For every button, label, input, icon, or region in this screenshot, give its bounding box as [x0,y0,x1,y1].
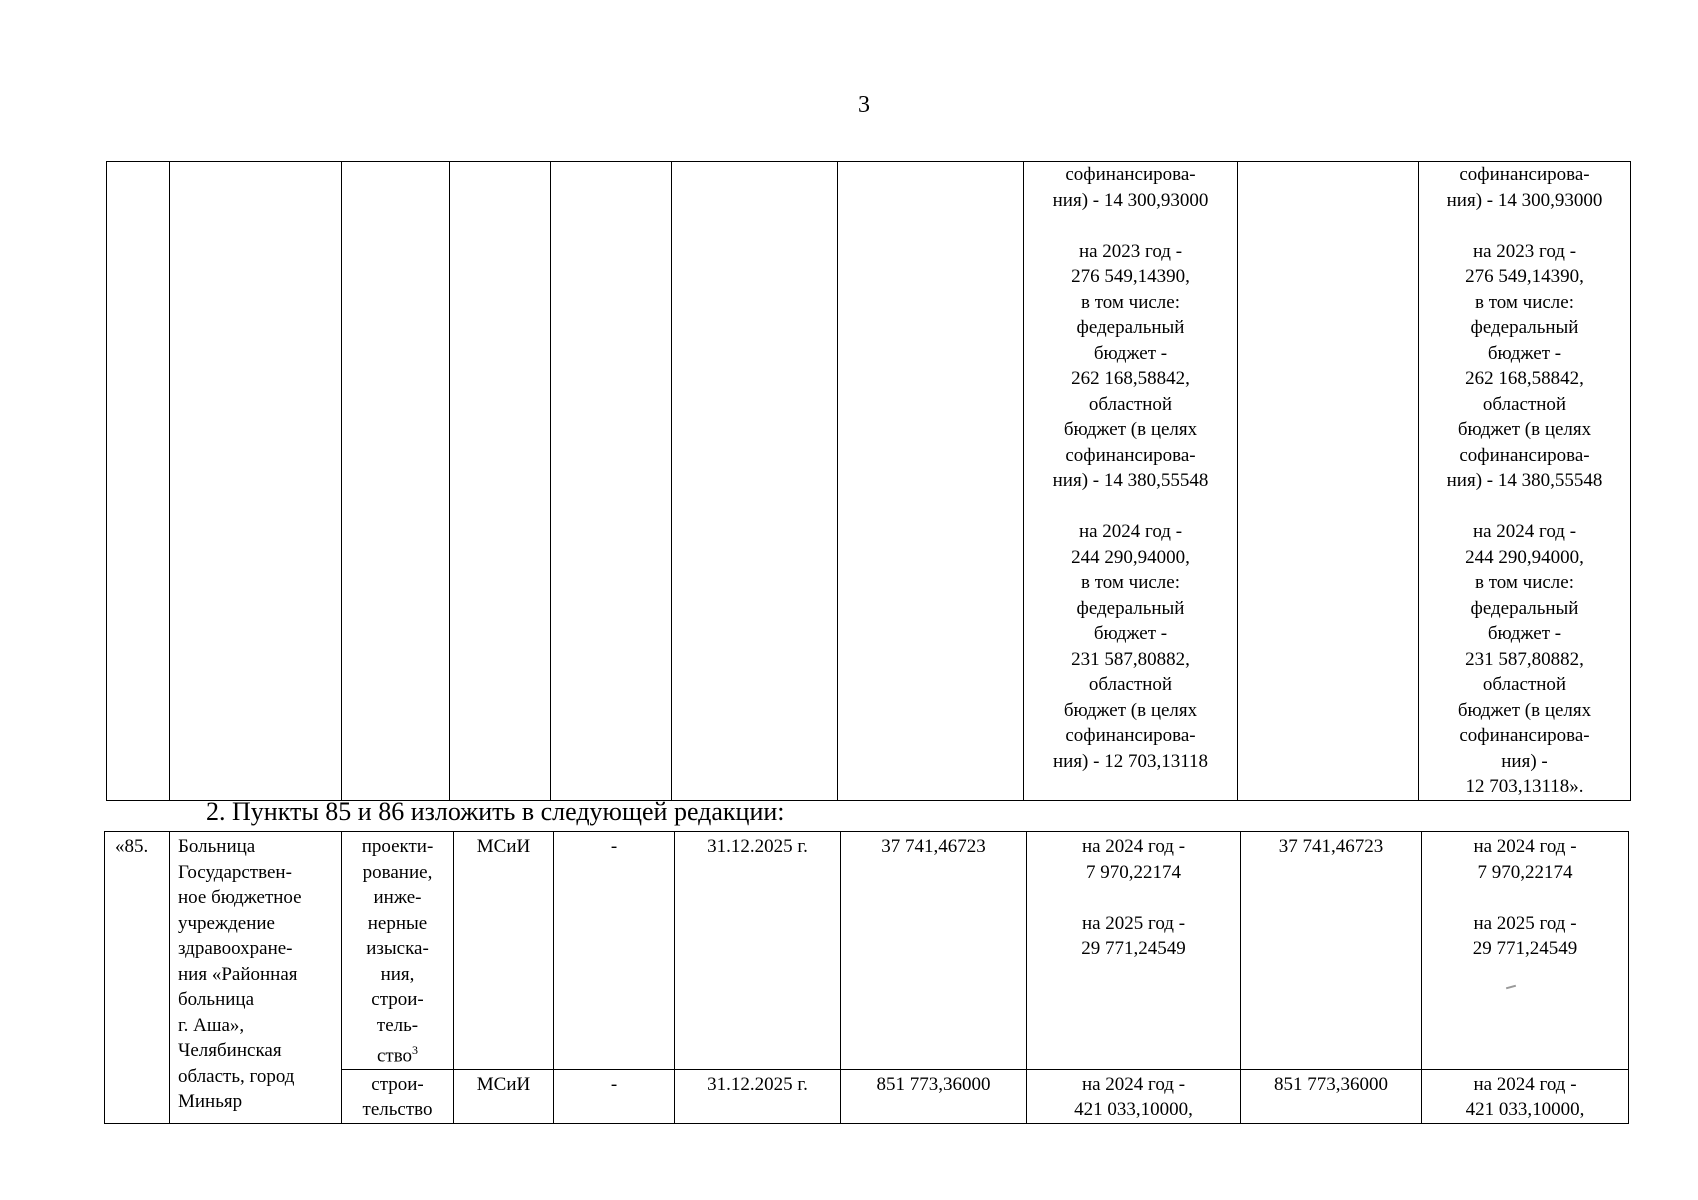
dash-cell: - [554,832,675,1070]
cell-empty [838,162,1024,801]
section-heading: 2. Пункты 85 и 86 изложить в следующей редакции: [206,797,785,826]
funding-cell: софинансирова- ния) - 14 300,93000 на 2023 год - 276 549,14390, в том числе: федеральный бюджет - 262 168,58842, областной бюджет (в целях софинансирова- ния) - 14 380,55548 на 2024 год - 244 290,94000, в том числе: федеральный бюджет - 231 587,80882, областной бюджет (в целях софинансирова- ния) - 12 703,13118». [1419,162,1631,801]
deadline: 31.12.2025 г. [675,1069,841,1123]
continued-table [106,161,1631,801]
item-number: «85. [105,832,170,1124]
page-number: 3 [858,92,870,118]
dash-cell: - [554,1069,675,1123]
funding-cell: на 2024 год - 7 970,22174 на 2025 год - 29 771,24549 [1027,832,1241,1070]
cell-empty [672,162,838,801]
cell-empty [450,162,551,801]
cell-empty [551,162,672,801]
funding-cell: на 2024 год - 421 033,10000, [1027,1069,1241,1123]
cost: 851 773,36000 [1241,1069,1422,1123]
cell-empty [342,162,450,801]
item-name: Больница Государствен- ное бюджетное учреждение здравоохране- ния «Районная больница г. Аша», Челябинская область, город Миньяр [170,832,342,1124]
work-type-text: проекти- рование, инже- нерные изыска- ния, строи- тель- ство [361,836,434,1067]
cost: 851 773,36000 [841,1069,1027,1123]
cost: 37 741,46723 [841,832,1027,1070]
customer: МСиИ [454,1069,554,1123]
work-type: строи- тельство [342,1069,454,1123]
cell-empty [107,162,170,801]
footnote-mark: 3 [412,1043,419,1057]
table-row [105,832,1629,1070]
table-row [107,162,1631,801]
work-type [342,832,454,1070]
cost: 37 741,46723 [1241,832,1422,1070]
items-table [104,831,1629,1124]
cell-empty [170,162,342,801]
funding-cell: на 2024 год - 421 033,10000, [1422,1069,1629,1123]
funding-cell: на 2024 год - 7 970,22174 на 2025 год - 29 771,24549 [1422,832,1629,1070]
cell-empty [1238,162,1419,801]
funding-cell: софинансирова- ния) - 14 300,93000 на 2023 год - 276 549,14390, в том числе: федеральный бюджет - 262 168,58842, областной бюджет (в целях софинансирова- ния) - 14 380,55548 на 2024 год - 244 290,94000, в том числе: федеральный бюджет - 231 587,80882, областной бюджет (в целях софинансирова- ния) - 12 703,13118 [1024,162,1238,801]
deadline: 31.12.2025 г. [675,832,841,1070]
customer: МСиИ [454,832,554,1070]
